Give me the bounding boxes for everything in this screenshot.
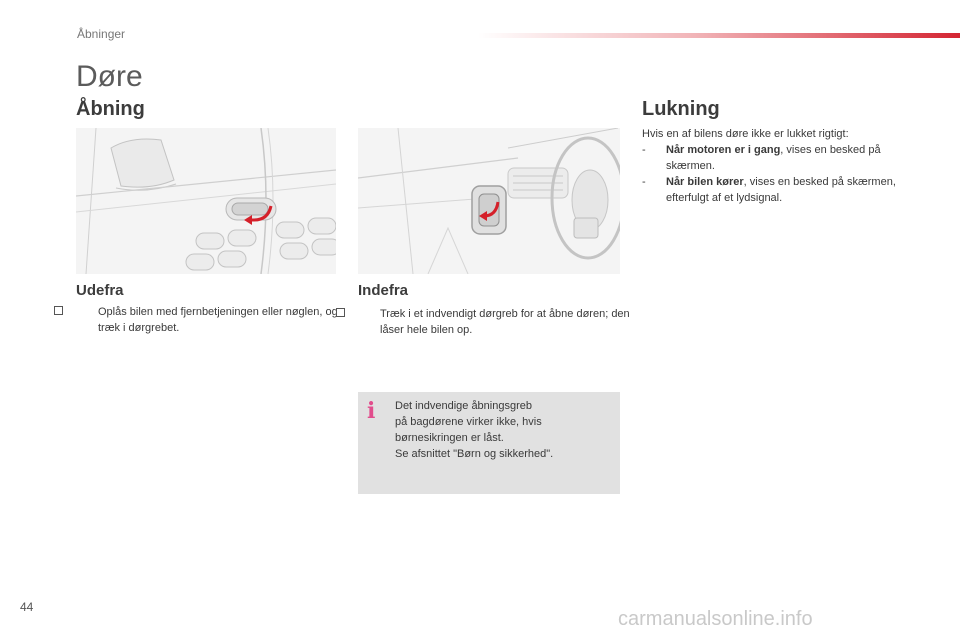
dash: - — [642, 144, 646, 156]
outside-instruction — [76, 304, 358, 336]
closing-intro: Hvis en af bilens døre ikke er lukket rigtigt: — [642, 128, 849, 140]
checkbox-bullet-icon — [76, 304, 98, 320]
watermark: carmanualsonline.info — [618, 608, 813, 630]
section-label: Åbninger — [77, 27, 126, 41]
closing-item-rest: , vises en besked på skærmen. — [666, 144, 881, 172]
closing-item-bold: Når bilen kører — [666, 176, 744, 188]
closing-item — [642, 174, 902, 206]
closing-item-bold: Når motoren er i gang — [666, 144, 781, 156]
dash: - — [642, 176, 646, 188]
interior-door-svg — [358, 128, 620, 274]
info-box — [358, 392, 620, 494]
info-line: børnesikringen er låst. — [395, 432, 504, 444]
info-line: Det indvendige åbningsgreb — [395, 400, 532, 412]
page-number: 44 — [20, 600, 34, 614]
closing-item-rest: , vises en besked på skærmen, efterfulgt af et lydsignal. — [666, 176, 896, 204]
closing-heading: Lukning — [642, 98, 720, 120]
interior-door-handle-illustration — [358, 128, 620, 274]
outside-heading: Udefra — [76, 282, 124, 299]
opening-heading: Åbning — [76, 98, 145, 120]
page-title: Døre — [76, 60, 143, 93]
info-icon: i — [367, 398, 376, 424]
header-bar — [478, 33, 960, 38]
inside-heading: Indefra — [358, 282, 409, 299]
inside-instruction — [358, 306, 642, 338]
closing-text — [642, 126, 902, 206]
checkbox-bullet-icon — [358, 306, 380, 322]
info-line: Se afsnittet "Børn og sikkerhed". — [395, 448, 554, 460]
inside-instruction-text: Træk i et indvendigt dørgreb for at åbne døren; den låser hele bilen op. — [380, 308, 630, 336]
info-text — [395, 398, 615, 462]
exterior-door-handle-illustration — [76, 128, 336, 274]
exterior-door-svg — [76, 128, 336, 274]
closing-item — [642, 142, 902, 174]
outside-instruction-text: Oplås bilen med fjernbetjeningen eller nøglen, og træk i dørgrebet. — [98, 306, 338, 334]
info-line: på bagdørene virker ikke, hvis — [395, 416, 542, 428]
